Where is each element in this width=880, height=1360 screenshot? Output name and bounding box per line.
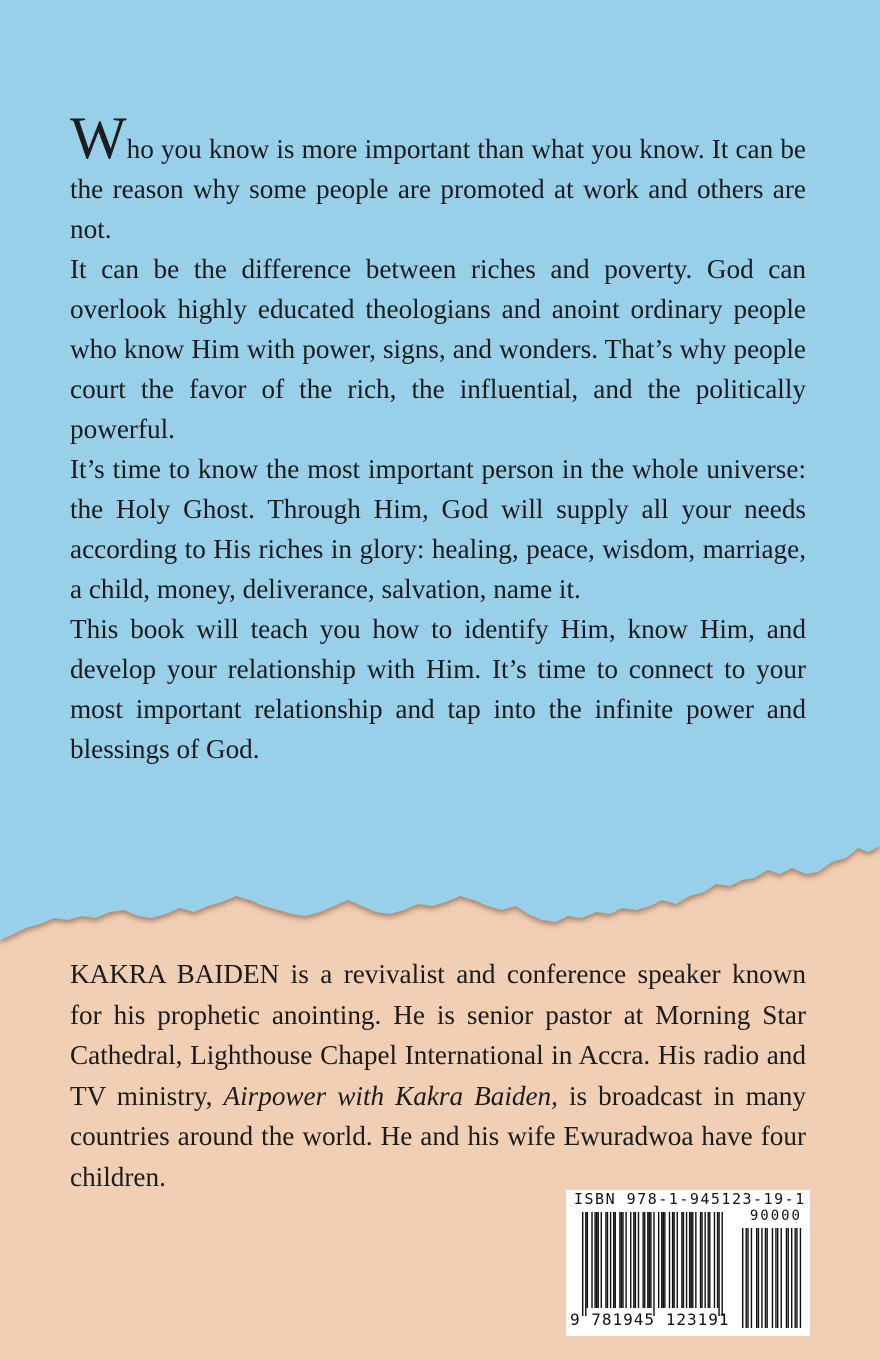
author-bio-text-1: KAKRA BAIDEN is a revivalist and conference speaker known for his prophetic anointing. He is senior pastor at Morning Star Cathedral, Lighthouse Chapel International in Accra. His radio and TV ministry, [70,959,806,1111]
drop-cap: W [70,105,127,171]
barcode-addon-bar [742,1228,743,1328]
barcode-bar [722,1212,723,1316]
barcode-bar [594,1212,595,1308]
barcode-bar [658,1212,659,1308]
barcode-bar [709,1212,710,1308]
price-code: 90000 [749,1208,802,1224]
barcode-bar [664,1212,665,1308]
barcode-bar [700,1212,701,1308]
ean-digits: 9 781945 123191 [570,1310,730,1329]
barcode-bar [615,1212,616,1308]
barcode-bar [621,1212,622,1308]
back-cover-blurb [70,105,806,769]
blurb-paragraph-2: It can be the difference between riches and poverty. God can overlook highly educated theologians and anoint ordinary people who know Him with power, signs, and wonders. That’s why people court the favor of the rich, the influential, and the politically powerful. [70,254,806,444]
barcode-addon-bar [761,1228,762,1328]
barcode-bar [638,1212,639,1308]
barcode-bar [601,1212,602,1308]
barcode-bar [653,1212,654,1316]
barcode-addon-bar [791,1228,792,1328]
barcode-bar [635,1212,636,1308]
barcode-bar [644,1212,645,1308]
barcode-bar [619,1212,620,1308]
barcode-addon-bar [781,1228,782,1328]
barcode-bar [605,1212,606,1308]
barcode-bar [714,1212,715,1308]
barcode-bar [598,1212,599,1308]
barcode-addon-bar [751,1228,752,1328]
barcode-addon-bar [786,1228,787,1328]
barcode-addon-bar [796,1228,797,1328]
blurb-paragraph-1-text: ho you know is more important than what you know. It can be the reason why some people are promoted at work and others are not. [70,134,806,244]
barcode-bar [717,1212,718,1308]
barcode-bar [689,1212,690,1308]
author-bio [70,954,806,1197]
barcode-addon-bar [775,1228,776,1328]
barcode-bar [701,1212,702,1308]
barcode-bar [587,1212,588,1308]
barcode-bar [661,1212,662,1308]
barcode-bar [677,1212,678,1308]
blurb-paragraph-4: This book will teach you how to identify Him, know Him, and develop your relationship with Him. It’s time to connect to your most important relationship and tap into the infinite power and blessings of God. [70,614,806,764]
barcode-bar [622,1212,623,1308]
barcode-addon-bar [777,1228,778,1328]
barcode-bar [718,1212,719,1316]
barcode-bar [708,1212,709,1308]
barcode-bar [596,1212,597,1308]
barcode-bar [681,1212,682,1308]
barcode-bar [672,1212,673,1308]
barcode-addon-bar [800,1228,801,1328]
blurb-paragraph-3: It’s time to know the most important person in the whole universe: the Holy Ghost. Through Him, God will supply all your needs according to His riches in glory: healing, peace, wisdom, marriage, a child, money, deliverance, salvation, name it. [70,454,806,604]
barcode-addon-bar [788,1228,789,1328]
barcode-bar [633,1212,634,1308]
author-bio-paragraph [70,954,806,1197]
barcode-bar [704,1212,705,1308]
barcode-addon-bar [767,1228,768,1328]
author-bio-text-2: is broadcast in many countries around the world. He and his wife Ewuradwoa have four children. [70,1080,806,1192]
barcode-bar [673,1212,674,1308]
isbn-label: ISBN 978-1-945123-19-1 [574,1190,806,1208]
barcode-bar [695,1212,696,1308]
barcode-addon-bar [772,1228,773,1328]
barcode-addon-bar [795,1228,796,1328]
isbn-barcode [566,1190,810,1336]
barcode-addon-bar [747,1228,748,1328]
radio-show-title: Airpower with Kakra Baiden, [223,1080,558,1111]
barcode-bar [649,1212,650,1308]
barcode-bar [647,1212,648,1308]
barcode-bar [686,1212,687,1308]
barcode-bar [642,1212,643,1308]
barcode-bar [613,1212,614,1308]
barcode-bar [692,1212,693,1308]
barcode-bar [630,1212,631,1308]
barcode-bar [650,1212,651,1308]
barcode-bar [663,1212,664,1308]
barcode-bar [585,1212,586,1316]
barcode-bar [582,1212,583,1316]
blurb-paragraph-1 [70,105,806,249]
barcode-addon-bar [765,1228,766,1328]
barcode-bar [625,1212,626,1308]
barcode-addon-bar [756,1228,757,1328]
barcode-addon-bar [746,1228,747,1328]
barcode-bar [591,1212,592,1308]
barcode-bar [683,1212,684,1308]
barcode-bar [691,1212,692,1308]
barcode-bar [669,1212,670,1308]
barcode-addon-bar [758,1228,759,1328]
barcode-bar [610,1212,611,1308]
barcode-bar [607,1212,608,1308]
